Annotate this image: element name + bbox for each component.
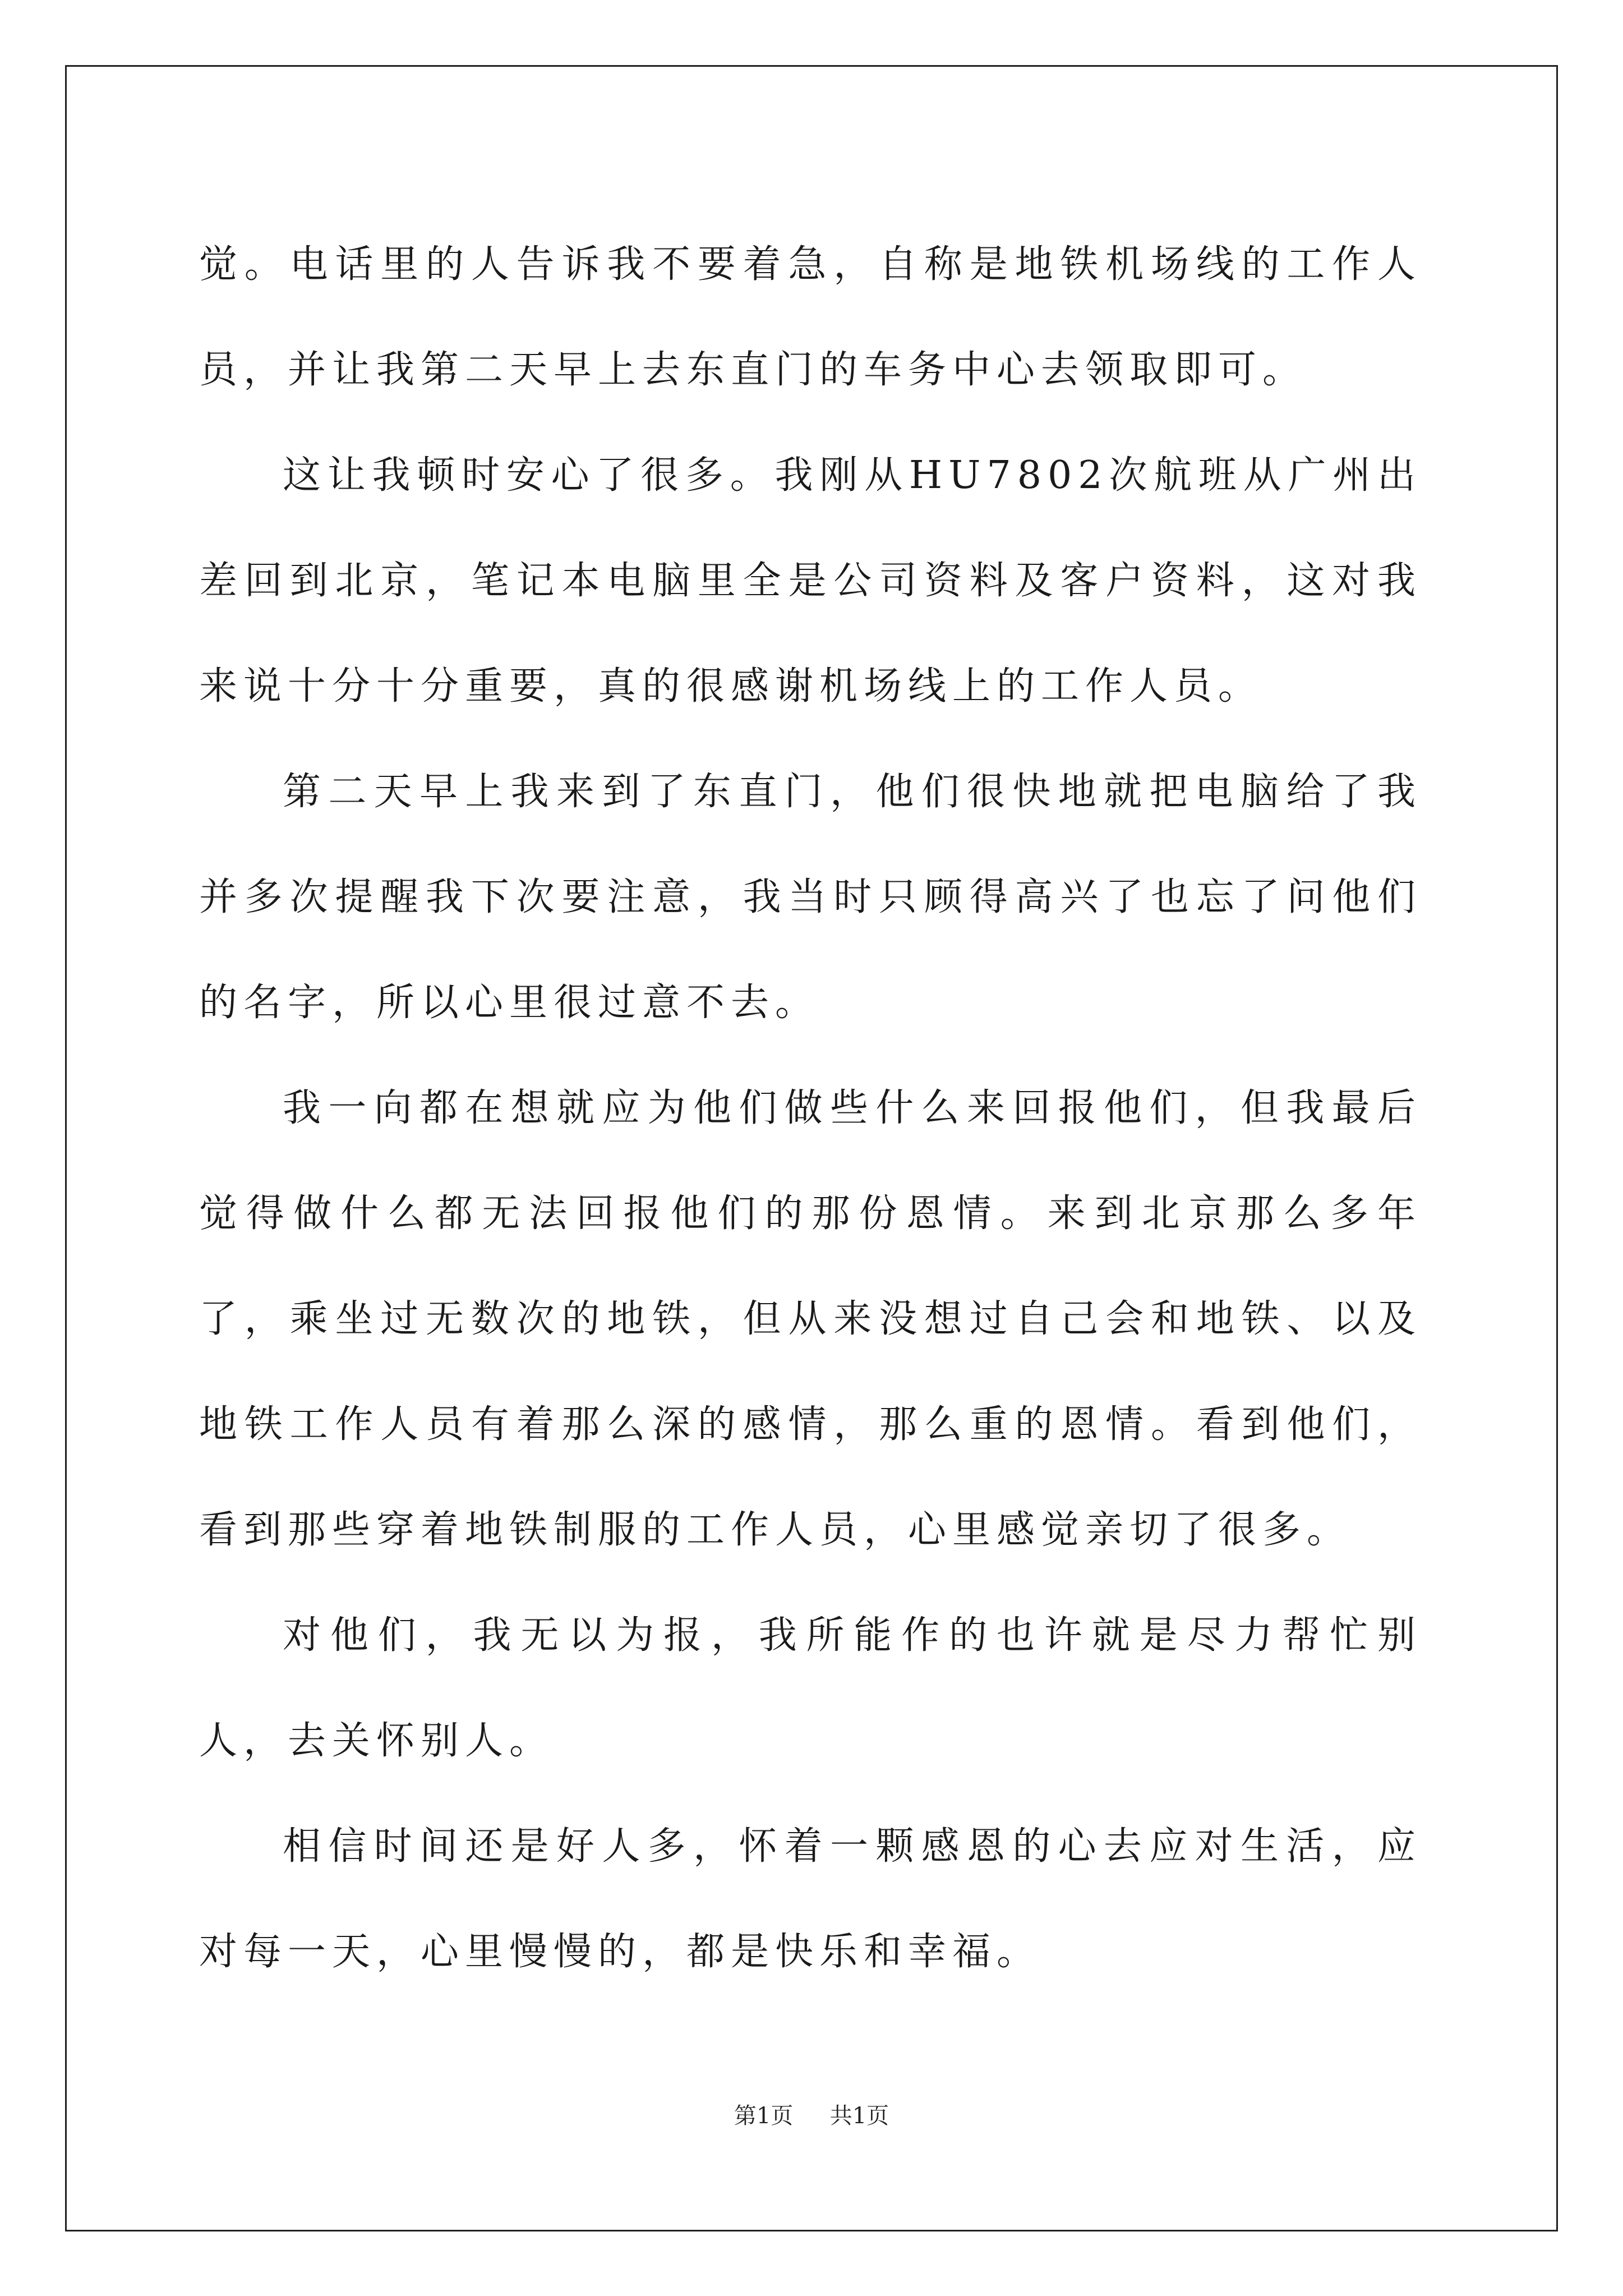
paragraph-3: 第二天早上我来到了东直门，他们很快地就把电脑给了我并多次提醒我下次要注意，我当时只顾得高兴了也忘了问他们的名字，所以心里很过意不去。 <box>199 770 1422 1025</box>
page-footer <box>0 2098 1623 2130</box>
page-number: 第1页 <box>734 2103 794 2129</box>
paragraph-4: 我一向都在想就应为他们做些什么来回报他们，但我最后觉得做什么都无法回报他们的那份恩情。来到北京那么多年了，乘坐过无数次的地铁，但从来没想过自己会和地铁、以及地铁工作人员有着那么深的感情，那么重的恩情。看到他们，看到那些穿着地铁制服的工作人员，心里感觉亲切了很多。 <box>199 1086 1422 1552</box>
paragraph-6: 相信时间还是好人多，怀着一颗感恩的心去应对生活，应对每一天，心里慢慢的，都是快乐和幸福。 <box>199 1824 1422 1974</box>
document-body <box>199 212 1422 2005</box>
paragraph-1: 觉。电话里的人告诉我不要着急，自称是地铁机场线的工作人员，并让我第二天早上去东直门的车务中心去领取即可。 <box>199 242 1422 392</box>
paragraph-5: 对他们，我无以为报，我所能作的也许就是尽力帮忙别人，去关怀别人。 <box>199 1613 1422 1763</box>
page-total: 共1页 <box>829 2103 889 2129</box>
paragraph-2: 这让我顿时安心了很多。我刚从HU7802次航班从广州出差回到北京，笔记本电脑里全是公司资料及客户资料，这对我来说十分十分重要，真的很感谢机场线上的工作人员。 <box>199 453 1422 708</box>
